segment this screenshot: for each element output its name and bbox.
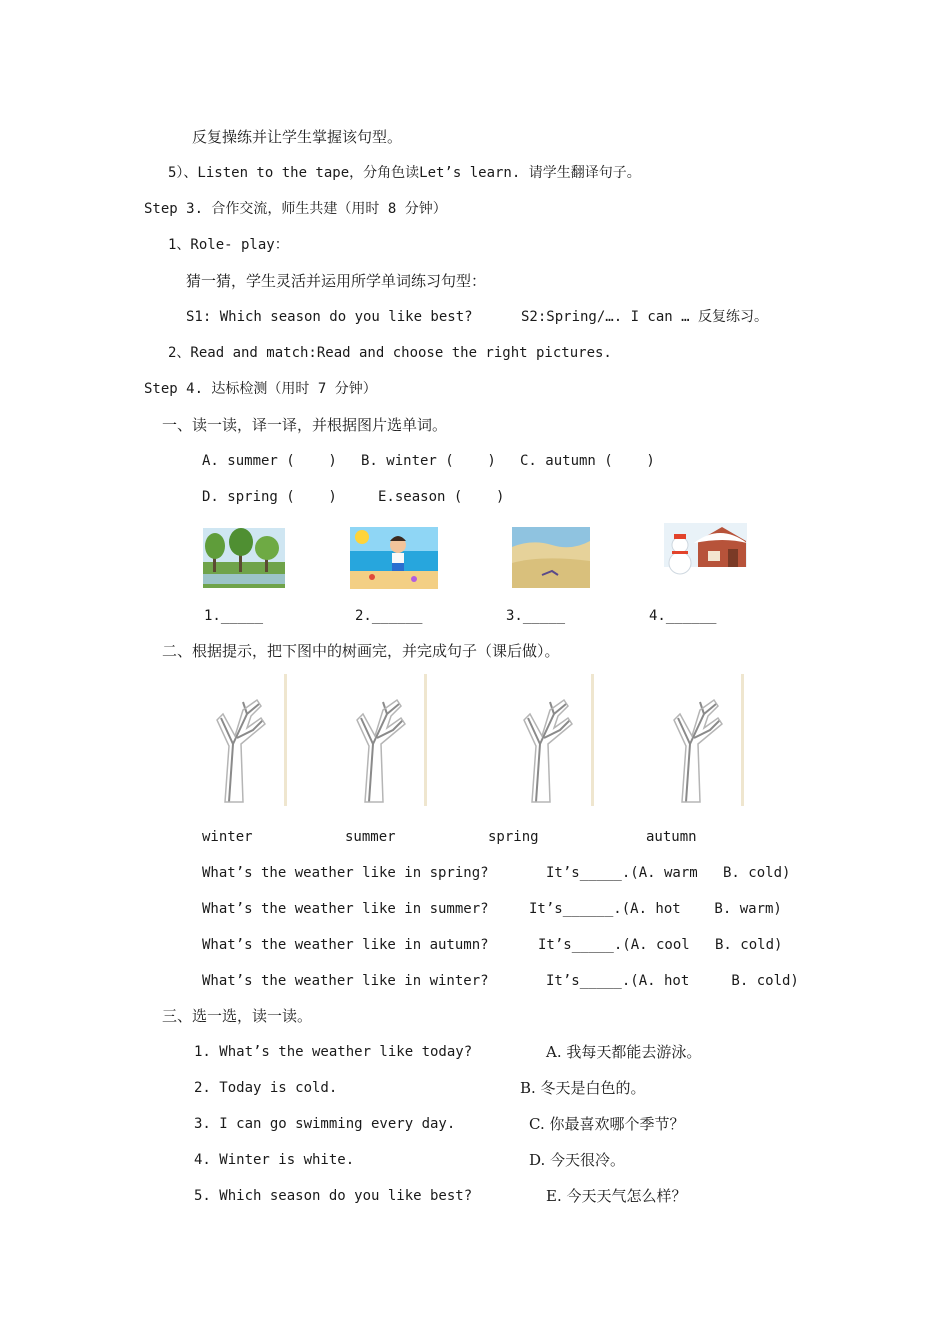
option-e: E.season ( ) (378, 489, 505, 505)
weather-question: What’s the weather like in spring? (202, 865, 489, 881)
weather-answer[interactable]: It’s______.(A. hot B. warm) (529, 901, 782, 917)
match-sentence: 3. I can go swimming every day. (194, 1116, 456, 1132)
winter-picture (664, 523, 747, 588)
match-sentence: 2. Today is cold. (194, 1080, 338, 1096)
spring-picture (203, 528, 285, 588)
tree-sketch (660, 674, 744, 806)
dialog-s2: S2:Spring/…. I can … 反复练习。 (521, 309, 769, 325)
answer-blank[interactable]: 1._____ (204, 608, 264, 624)
match-sentence: 5. Which season do you like best? (194, 1188, 473, 1204)
weather-answer[interactable]: It’s_____.(A. cool B. cold) (538, 937, 783, 953)
text-line: 反复操练并让学生掌握该句型。 (192, 128, 403, 146)
tree-sketch (510, 674, 594, 806)
match-translation: C. 你最喜欢哪个季节？ (529, 1115, 685, 1133)
text-line: 1、Role- play： (168, 237, 289, 253)
match-translation: B. 冬天是白色的。 (520, 1079, 646, 1097)
answer-blank[interactable]: 4.______ (649, 608, 717, 624)
weather-question: What’s the weather like in summer? (202, 901, 489, 917)
match-sentence: 4. Winter is white. (194, 1152, 355, 1168)
weather-answer[interactable]: It’s_____.(A. hot B. cold) (546, 973, 799, 989)
option-c: C. autumn ( ) (520, 453, 655, 469)
weather-question: What’s the weather like in autumn? (202, 937, 489, 953)
season-label: winter (202, 829, 253, 845)
season-label: spring (488, 829, 539, 845)
match-translation: A. 我每天都能去游泳。 (546, 1043, 702, 1061)
option-d: D. spring ( ) (202, 489, 337, 505)
section-heading: Step 3. 合作交流，师生共建（用时 8 分钟） (144, 201, 447, 217)
answer-blank[interactable]: 3._____ (506, 608, 566, 624)
weather-question: What’s the weather like in winter? (202, 973, 489, 989)
exercise-heading: 三、选一选，读一读。 (162, 1007, 313, 1025)
text-line: 猜一猜，学生灵活并运用所学单词练习句型： (186, 272, 487, 290)
text-line: 5）、Listen to the tape，分角色读Let’s learn. 请学生翻译句子。 (168, 165, 641, 181)
season-label: autumn (646, 829, 697, 845)
tree-sketch (203, 674, 287, 806)
match-sentence: 1. What’s the weather like today? (194, 1044, 473, 1060)
section-heading: Step 4. 达标检测（用时 7 分钟） (144, 381, 377, 397)
tree-sketch (343, 674, 427, 806)
dialog-s1: S1: Which season do you like best? (186, 309, 473, 325)
autumn-picture (512, 527, 590, 588)
answer-blank[interactable]: 2.______ (355, 608, 423, 624)
option-a: A. summer ( ) (202, 453, 337, 469)
weather-answer[interactable]: It’s_____.(A. warm B. cold) (546, 865, 791, 881)
summer-picture (350, 527, 438, 589)
match-translation: E. 今天天气怎么样？ (546, 1187, 687, 1205)
option-b: B. winter ( ) (361, 453, 496, 469)
exercise-heading: 一、读一读，译一译，并根据图片选单词。 (162, 416, 448, 434)
match-translation: D. 今天很冷。 (529, 1151, 626, 1169)
season-label: summer (345, 829, 396, 845)
exercise-heading: 二、根据提示，把下图中的树画完，并完成句子（课后做）。 (162, 642, 560, 660)
text-line: 2、Read and match:Read and choose the right pictures. (168, 345, 612, 361)
